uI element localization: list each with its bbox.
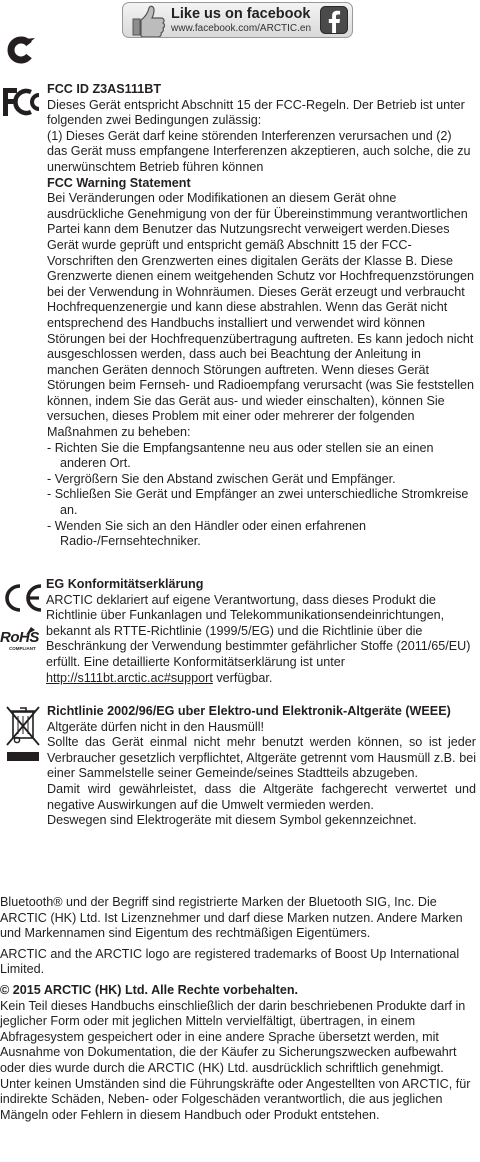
facebook-url[interactable]: www.facebook.com/ARCTIC.en [171,23,312,34]
copyright-heading: © 2015 ARCTIC (HK) Ltd. Alle Rechte vorbehalten. [0,982,299,997]
fcc-logo-icon [1,86,43,118]
eg-text-suffix: verfügbar. [212,670,273,685]
copyright-text: Kein Teil dieses Handbuchs einschließlich der darin beschriebenen Produkte darf in jeglicher Form oder mit jeglichen Mitteln vervielfältigt, übertragen, in einem Abfragesystem gespeichert oder in eine andere Sprache übersetzt werden, mit Ausnahme von Dokumentation, die der Käufer zu Sicherungszwecken aufbewahrt oder dies wurde durch die ARCTIC (HK) Ltd. ausdrücklich schriftlich genehmigt. Unter keinen Umständen sind die Führungskräfte oder Angestellten von ARCTIC, für indirekte Schäden, Neben- oder Folgeschäden verantwortlich, die aus jeglichen Mängeln oder Fehlern in diesem Handbuch oder Produkt entstehen. [0,998,471,1122]
eg-section [46,577,476,686]
facebook-badge[interactable] [122,2,353,38]
rohs-label: RoHS [0,629,39,646]
fcc-warning-text: Bei Veränderungen oder Modifikationen an diesem Gerät ohne ausdrückliche Genehmigung von der für Übereinstimmung verantwortlichen Partei kann dem Benutzer das Nutzungsrecht verweigert werden.Dieses Gerät wurde geprüft und entspricht gemäß Abschnitt 15 der FCC-Vorschriften den Grenzwerten eines digitalen Geräts der Klasse B. Diese Grenzwerte dienen einem weitgehenden Schutz vor Hochfrequenzstörungen bei der Verwendung in Wohnräumen. Dieses Gerät erzeugt und verbraucht Hochfrequenzenergie und kann diese abstrahlen. Wenn das Gerät nicht entsprechend des Handbuchs installiert und verwendet wird können Störungen bei der Hochfrequenzübertragung auftreten. Es kann jedoch nicht ausgeschlossen werden, dass auch bei Beachtung der Anleitung in manchen Geräten dennoch Störungen auftreten. Wenn dieses Gerät Störungen beim Fernseh- und Radioempfang verursacht (was Sie feststellen können, indem Sie das Gerät aus- und wieder einschalten), können Sie versuchen, dieses Problem mit einer oder mehrerer der folgenden Maßnahmen zu beheben: [47,191,475,440]
weee-para1: Sollte das Gerät einmal nicht mehr benutzt werden können, so ist jeder Verbraucher gesetzlich verpflichtet, Altgeräte getrennt vom Hausmüll z.B. bei einer Sammelstelle seiner Gemeinde/seines Stadtteils abzugeben. [47,735,476,781]
fcc-warning-heading: FCC Warning Statement [47,175,191,190]
facebook-title: Like us on facebook [171,6,311,22]
eg-text-body: ARCTIC deklariert auf eigene Verantwortung, dass dieses Produkt die Richtlinie über Funkanlagen und Telekommunikationsendeinrichtungen, bekannt als RTTE-Richtlinie (1999/5/EG) und die Richtlinie über die Beschränkung der Verwendung bestimmter gefährlicher Stoffe (2011/65/EU) erfüllt. Eine detaillierte Konformitätserklärung ist unter [46,592,471,669]
fcc-measure: - Vergrößern Sie den Abstand zwischen Gerät und Empfänger. [47,471,396,486]
arctic-trademark: ARCTIC and the ARCTIC logo are registered trademarks of Boost Up International Limited. [0,946,460,977]
eg-support-link[interactable]: http://s111bt.arctic.ac#support [46,670,213,685]
rohs-logo [0,625,44,655]
weee-crossed-bin-icon [4,704,42,764]
trademarks-section [0,895,474,1123]
weee-heading: Richtlinie 2002/96/EG uber Elektro-und Elektronik-Altgeräte (WEEE) [47,704,451,718]
weee-line1: Altgeräte dürfen nicht in den Hausmüll! [47,719,265,734]
thumbs-up-icon [129,4,167,37]
fcc-measure: - Wenden Sie sich an den Händler oder einen erfahrenen Radio-/Fernsehtechniker. [47,518,367,549]
facebook-f-icon [320,6,348,34]
fcc-intro: Dieses Gerät entspricht Abschnitt 15 der FCC-Regeln. Der Betrieb ist unter folgenden zwei Bedingungen zulässig: [47,97,465,128]
weee-para3: Deswegen sind Elektrogeräte mit diesem Symbol gekennzeichnet. [47,813,417,828]
eg-text [46,593,476,687]
fcc-measure: - Richten Sie die Empfangsantenne neu aus oder stellen sie an einen anderen Ort. [47,440,434,471]
ce-mark-icon [1,582,45,614]
fcc-section [47,82,475,550]
compliance-c-logo-icon [2,32,40,68]
fcc-id-heading: FCC ID Z3AS111BT [47,82,162,96]
fcc-conditions: (1) Dieses Gerät darf keine störenden Interferenzen verursachen und (2) das Gerät muss empfangene Interferenzen akzeptieren, auch solche, die zu unerwünschtem Betrieb führen können [47,128,471,174]
weee-para2: Damit wird gewährleistet, dass die Altgeräte fachgerecht verwertet und negative Auswirkungen auf die Umwelt vermieden werden. [47,781,476,812]
weee-section [47,704,476,829]
rohs-sub: COMPLIANT [9,646,36,651]
bluetooth-trademark: Bluetooth® und der Begriff sind registrierte Marken der Bluetooth SIG, Inc. Die ARCTIC (HK) Ltd. Ist Lizenznehmer und darf diese Marken nutzen. Andere Marken und Markennamen sind Eigentum des rechtmäßigen Eigentümers. [0,895,463,941]
eg-heading: EG Konformitätserklärung [46,577,204,591]
fcc-measure: - Schließen Sie Gerät und Empfänger an zwei unterschiedliche Stromkreise an. [47,487,469,518]
